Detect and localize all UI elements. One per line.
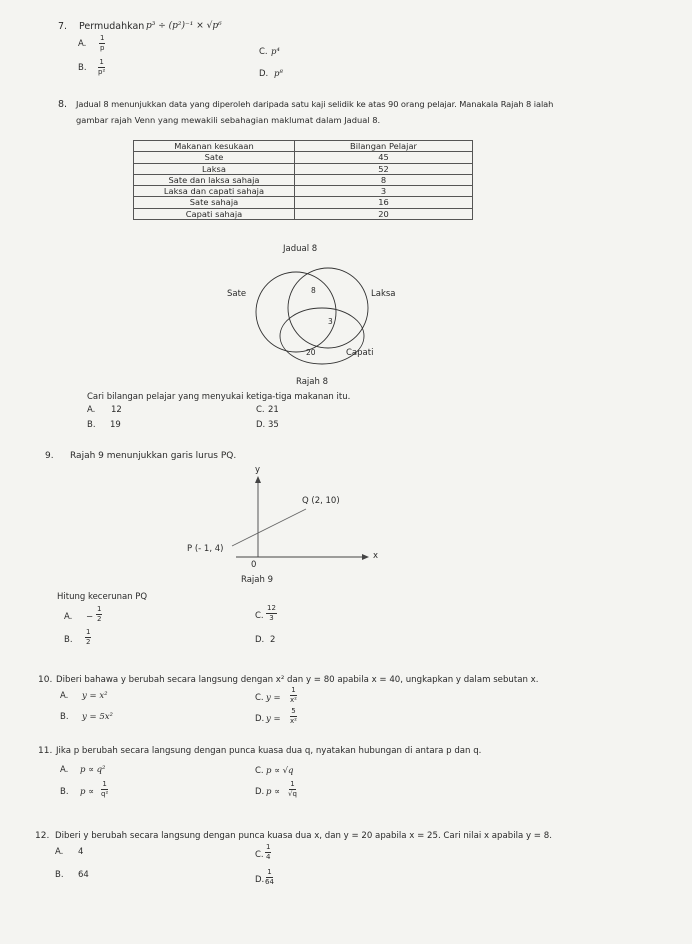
q12-option-b-label: B.: [55, 870, 64, 880]
table-header-count: Bilangan Pelajar: [295, 141, 473, 152]
q8-option-b-label: B.: [87, 420, 96, 430]
venn-circle-sate: [256, 272, 336, 352]
venn-value-sate-laksa: 8: [311, 286, 316, 295]
q11-option-a-value[interactable]: p ∝ q²: [80, 765, 106, 775]
venn-label-capati: Capati: [346, 348, 374, 358]
table-row: Sate sahaja 16: [134, 197, 473, 208]
q11-option-d-fraction[interactable]: $\frac{1}{√q}$: [288, 780, 297, 798]
q10-option-d-fraction[interactable]: $\frac{5}{\text{x²}}$: [290, 707, 297, 725]
q9-option-c-label: C.: [255, 611, 264, 621]
q10-option-b-value[interactable]: y = 5x²: [82, 712, 113, 722]
q7-option-b-fraction[interactable]: $\frac{1}{\text{p²}}$: [98, 58, 106, 76]
graph-line-pq: [232, 509, 306, 546]
q7-option-c-value[interactable]: p⁴: [271, 47, 280, 57]
graph-y-axis-arrow: [255, 476, 261, 483]
q9-option-c-fraction[interactable]: $\frac{12}{3}$: [267, 604, 276, 622]
q11-stem: Jika p berubah secara langsung dengan punca kuasa dua q, nyatakan hubungan di antara p dan q.: [56, 746, 482, 756]
q10-option-d-label: D.: [255, 714, 265, 724]
q8-option-c-label: C.: [256, 405, 265, 415]
q10-option-c-prefix: y =: [266, 693, 281, 703]
q9-option-b-fraction[interactable]: $\frac{1}{2}$: [86, 628, 91, 646]
q11-option-c-label: C.: [255, 766, 264, 776]
q12-option-b-value[interactable]: 64: [78, 870, 89, 880]
q9-question: Hitung kecerunan PQ: [57, 592, 148, 602]
q8-stem-line2: gambar rajah Venn yang mewakili sebahagian maklumat dalam Jadual 8.: [76, 115, 381, 125]
q10-option-b-label: B.: [60, 712, 69, 722]
q7-option-d-value[interactable]: p⁸: [274, 69, 283, 79]
q10-option-a-value[interactable]: y = x²: [82, 691, 108, 701]
q9-number: 9.: [45, 451, 54, 461]
q11-option-d-label: D.: [255, 787, 265, 797]
q12-stem: Diberi y berubah secara langsung dengan punca kuasa dua x, dan y = 20 apabila x = 25. Cari nilai x apabila y = 8.: [55, 831, 552, 841]
q9-option-a-sign: −: [86, 612, 94, 622]
q12-option-d-label: D.: [255, 875, 265, 885]
graph-x-axis-arrow: [362, 554, 369, 560]
venn-value-capati-only: 20: [306, 348, 316, 357]
venn-value-laksa-capati: 3: [328, 317, 333, 326]
table-row: Sate dan laksa sahaja 8: [134, 174, 473, 185]
q8-option-d-label: D.: [256, 420, 266, 430]
q10-option-c-label: C.: [255, 693, 264, 703]
q8-option-a-label: A.: [87, 405, 96, 415]
q7-option-a-fraction[interactable]: $\frac{1}{p}$: [100, 34, 105, 52]
q10-number: 10.: [38, 675, 53, 685]
venn-label-sate: Sate: [227, 289, 247, 299]
q7-option-c-label: C.: [259, 47, 268, 57]
graph-x-label: x: [373, 551, 379, 561]
graph-origin-label: 0: [251, 560, 257, 570]
table-row: Laksa 52: [134, 163, 473, 174]
table-row: Laksa dan capati sahaja 3: [134, 186, 473, 197]
q9-option-a-fraction[interactable]: $\frac{1}{2}$: [97, 605, 102, 623]
q11-option-d-prefix: p ∝: [266, 787, 280, 797]
q12-number: 12.: [35, 831, 50, 841]
q9-option-b-label: B.: [64, 635, 73, 645]
q9-option-d-value[interactable]: 2: [270, 635, 276, 645]
q9-option-a-label: A.: [64, 612, 73, 622]
q9-stem: Rajah 9 menunjukkan garis lurus PQ.: [70, 451, 237, 461]
venn-circle-laksa: [288, 268, 368, 348]
table-header-row: [134, 141, 473, 152]
q11-option-a-label: A.: [60, 765, 69, 775]
q8-table-caption: Jadual 8: [283, 244, 318, 254]
q8-data-table: [133, 140, 473, 220]
table-header-food: Makanan kesukaan: [134, 141, 295, 152]
venn-label-laksa: Laksa: [371, 289, 396, 299]
q12-option-a-label: A.: [55, 847, 64, 857]
q7-option-b-label: B.: [78, 63, 87, 73]
table-row: Capati sahaja 20: [134, 208, 473, 219]
q11-option-c-value[interactable]: p ∝ √q: [266, 766, 294, 776]
q11-option-b-prefix: p ∝: [80, 787, 94, 797]
table-row: Sate 45: [134, 152, 473, 163]
q11-option-b-fraction[interactable]: $\frac{1}{\text{q²}}$: [101, 780, 109, 798]
graph-point-q: Q (2, 10): [302, 496, 340, 506]
q9-graph-caption: Rajah 9: [241, 575, 273, 585]
q11-option-b-label: B.: [60, 787, 69, 797]
q8-number: 8.: [58, 99, 68, 110]
q7-option-d-label: D.: [259, 69, 269, 79]
q8-stem-line1: Jadual 8 menunjukkan data yang diperoleh daripada satu kaji selidik ke atas 90 orang pelajar. Manakala Rajah 8 ialah: [76, 99, 554, 109]
q12-option-d-fraction[interactable]: $\frac{1}{64}$: [265, 868, 274, 886]
q10-option-d-prefix: y =: [266, 714, 281, 724]
q12-option-a-value[interactable]: 4: [78, 847, 84, 857]
q10-option-a-label: A.: [60, 691, 69, 701]
q7-stem: Permudahkan: [79, 21, 145, 32]
q7-option-a-label: A.: [78, 39, 87, 49]
q7-expression: p³ ÷ (p²)⁻¹ × √p⁶: [146, 21, 222, 31]
graph-y-label: y: [255, 465, 261, 475]
q8-option-b-value[interactable]: 19: [110, 420, 121, 430]
q12-option-c-fraction[interactable]: $\frac{1}{4}$: [266, 843, 271, 861]
q8-option-d-value[interactable]: 35: [268, 420, 279, 430]
q8-venn-caption: Rajah 8: [296, 377, 328, 387]
graph-point-p: P (- 1, 4): [187, 544, 224, 554]
q9-option-d-label: D.: [255, 635, 265, 645]
q12-option-c-label: C.: [255, 850, 264, 860]
q8-option-c-value[interactable]: 21: [268, 405, 279, 415]
q7-number: 7.: [58, 21, 68, 32]
q11-number: 11.: [38, 746, 53, 756]
q8-question: Cari bilangan pelajar yang menyukai ketiga-tiga makanan itu.: [87, 392, 351, 402]
q10-stem: Diberi bahawa y berubah secara langsung dengan x² dan y = 80 apabila x = 40, ungkapkan y dalam sebutan x.: [56, 675, 539, 685]
q8-option-a-value[interactable]: 12: [111, 405, 122, 415]
q10-option-c-fraction[interactable]: $\frac{1}{\text{x²}}$: [290, 686, 297, 704]
